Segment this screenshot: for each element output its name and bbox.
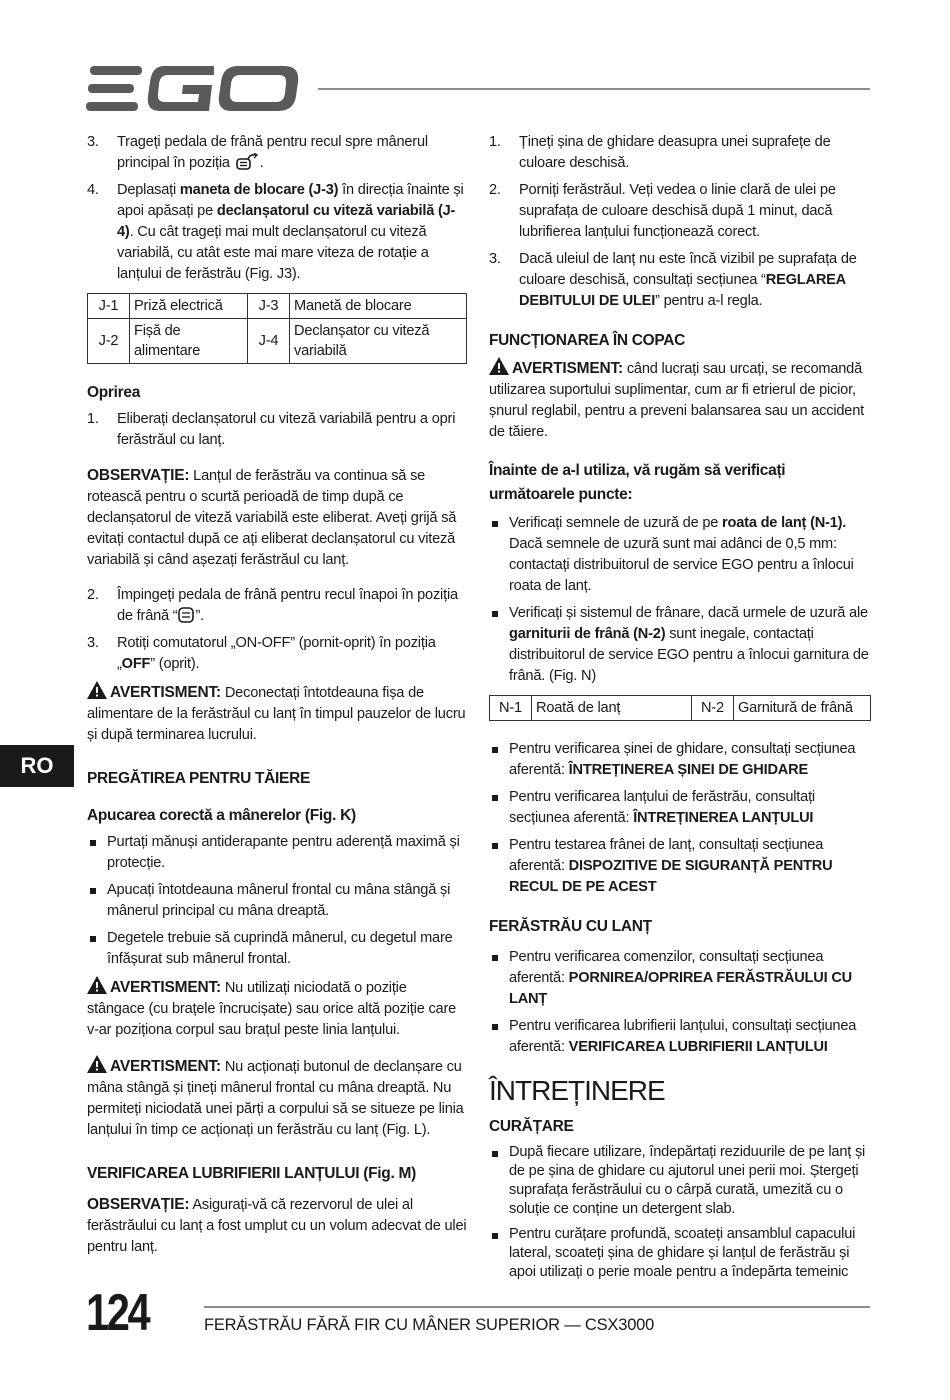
note-paragraph: OBSERVAȚIE: Lanțul de ferăstrău va continua să se rotească pentru o scurtă perioadă de timp după ce declanșatorul de viteză variabilă este eliberat. Aveți grijă să evitați contactul după ce ați eliberat declanșatorul cu viteză variabilă și când așezați ferăstrăul cu lanț. — [87, 467, 457, 568]
table-row: J-1 Priză electrică J-3 Manetă de blocare — [88, 294, 467, 319]
subsection-heading: Apucarea corectă a mânerelor (Fig. K) — [87, 807, 356, 824]
list-item: Pentru verificarea lanțului de ferăstrău, consultați secțiunea aferentă: ÎNTREȚINEREA LANȚULUI — [489, 787, 871, 829]
footer-rule — [204, 1306, 870, 1308]
brake-engaged-icon — [177, 606, 195, 624]
header-rule — [318, 88, 870, 90]
list-item: După fiecare utilizare, îndepărtați reziduurile de pe lanț și de pe șina de ghidare cu ajutorul unei perii moi. Ștergeți suprafața ferăstrăului cu o cârpă curată, umezită cu o soluție ce conține un detergent slab. — [489, 1143, 871, 1219]
section-heading: FERĂSTRĂU CU LANȚ — [489, 918, 652, 935]
list-item: Verificați semnele de uzură de pe roata de lanț (N-1). Dacă semnele de uzură sunt mai adânci de 0,5 mm: contactați distribuitorul de service EGO pentru a înlocui roata de lanț. — [489, 513, 871, 597]
left-column — [87, 132, 467, 1268]
list-item: 3. Trageți pedala de frână pentru recul spre mânerul principal în poziția . — [87, 134, 428, 171]
warning-paragraph: AVERTISMENT: Nu acționați butonul de declanșare cu mâna stângă și țineți mânerul frontal cu mâna dreaptă. Nu permiteți niciodată unei părți a corpului să se situeze pe linia lanțului în timp ce acționați un ferăstrău cu lanț (Fig. L). — [87, 1055, 467, 1141]
list-item: Pentru curățare profundă, scoateți ansamblul capacului lateral, scoateți șina de ghidare și lanțul de ferăstrău și apoi utilizați o perie moale pentru a îndepărta temeinic — [489, 1225, 871, 1282]
brake-release-icon — [234, 153, 260, 171]
table-row: N-1 Roată de lanț N-2 Garnitură de frână — [490, 696, 871, 721]
ego-logo — [86, 62, 300, 116]
section-heading: VERIFICAREA LUBRIFIERII LANȚULUI (Fig. M) — [87, 1165, 416, 1182]
warning-paragraph: AVERTISMENT: Nu utilizați niciodată o poziție stângace (cu brațele încrucișate) sau orice altă poziție care v-ar poziționa corpul sau brațul peste linia lanțului. — [87, 976, 467, 1041]
list-item: Pentru verificarea șinei de ghidare, consultați secțiunea aferentă: ÎNTREȚINEREA ȘINEI DE GHIDARE — [489, 739, 871, 781]
list-item: 2. Porniți ferăstrăul. Veți vedea o linie clară de ulei pe suprafața de culoare deschisă după 1 minut, dacă lubrifierea lanțului funcționează corect. — [489, 182, 836, 240]
warning-icon — [87, 681, 107, 699]
subsection-heading: Înainte de a-l utiliza, vă rugăm să verificați următoarele puncte: — [489, 462, 786, 503]
list-item: 3. Rotiți comutatorul „ON-OFF” (pornit-oprit) în poziția „OFF” (oprit). — [87, 635, 436, 672]
right-column — [489, 132, 871, 1288]
section-heading: Oprirea — [87, 384, 141, 401]
page-number: 124 — [86, 1284, 149, 1342]
list-item: Purtați mănuși antiderapante pentru aderență maximă și protecție. — [87, 832, 467, 874]
warning-paragraph: AVERTISMENT: când lucrați sau urcați, se recomandă utilizarea suportului suplimentar, cum ar fi etrierul de picior, șnurul reglabil, pentru a preveni balansarea sau un accident de tăiere. — [489, 357, 871, 443]
section-heading: CURĂȚARE — [489, 1118, 574, 1135]
section-heading: FUNCȚIONAREA ÎN COPAC — [489, 332, 686, 349]
parts-table-n — [489, 695, 871, 721]
chapter-heading: ÎNTREȚINERE — [489, 1075, 665, 1106]
warning-paragraph: AVERTISMENT: Deconectați întotdeauna fișa de alimentare de la ferăstrăul cu lanț în timpul pauzelor de lucru și după terminarea lucrului. — [87, 681, 467, 746]
language-tab: RO — [0, 745, 74, 787]
list-item: Apucați întotdeauna mânerul frontal cu mâna stângă și mânerul principal cu mâna dreaptă. — [87, 880, 467, 922]
table-row: J-2 Fișă de alimentare J-4 Declanșator cu viteză variabilă — [88, 319, 467, 364]
list-item: 1. Țineți șina de ghidare deasupra unei suprafețe de culoare deschisă. — [489, 134, 831, 171]
list-item: 4. Deplasați maneta de blocare (J-3) în direcția înainte și apoi apăsați pe declanșatorul cu viteză variabilă (J-4). Cu cât trageți mai mult declanșatorul cu viteză variabilă, cu atât este mai mare viteza de rotație a lanțului de ferăstrău (Fig. J3). — [87, 182, 464, 282]
list-item: Pentru verificarea comenzilor, consultați secțiunea aferentă: PORNIREA/OPRIREA FERĂSTRĂULUI CU LANȚ — [489, 947, 871, 1010]
warning-icon — [87, 976, 107, 994]
parts-table-j — [87, 293, 467, 364]
warning-icon — [489, 357, 509, 375]
list-item: Pentru verificarea lubrifierii lanțului, consultați secțiunea aferentă: VERIFICAREA LUBRIFIERII LANȚULUI — [489, 1016, 871, 1058]
list-item: Pentru testarea frânei de lanț, consultați secțiunea aferentă: DISPOZITIVE DE SIGURANȚĂ PENTRU RECUL DE PE ACEST — [489, 835, 871, 898]
note-paragraph: OBSERVAȚIE: Asigurați-vă că rezervorul de ulei al ferăstrăului cu lanț a fost umplut cu un volum adecvat de ulei pentru lanț. — [87, 1196, 467, 1255]
warning-icon — [87, 1055, 107, 1073]
list-item: 3. Dacă uleiul de lanț nu este încă vizibil pe suprafața de culoare deschisă, consultați secțiunea “REGLAREA DEBITULUI DE ULEI” pentru a-l regla. — [489, 251, 857, 309]
section-heading: PREGĂTIREA PENTRU TĂIERE — [87, 770, 311, 787]
list-item: Verificați și sistemul de frânare, dacă urmele de uzură ale garniturii de frână (N-2) sunt inegale, contactați distribuitorul de service EGO pentru a înlocui garnitura de frână. (Fig. N) — [489, 603, 871, 687]
list-item: 1. Eliberați declanșatorul cu viteză variabilă pentru a opri ferăstrăul cu lanț. — [87, 411, 456, 448]
list-item: Degetele trebuie să cuprindă mânerul, cu degetul mare înfășurat sub mânerul frontal. — [87, 928, 467, 970]
footer-title: FERĂSTRĂU FĂRĂ FIR CU MÂNER SUPERIOR — CSX3000 — [204, 1316, 655, 1334]
list-item: 2. Împingeți pedala de frână pentru recul înapoi în poziția de frână “ ”. — [87, 587, 458, 624]
